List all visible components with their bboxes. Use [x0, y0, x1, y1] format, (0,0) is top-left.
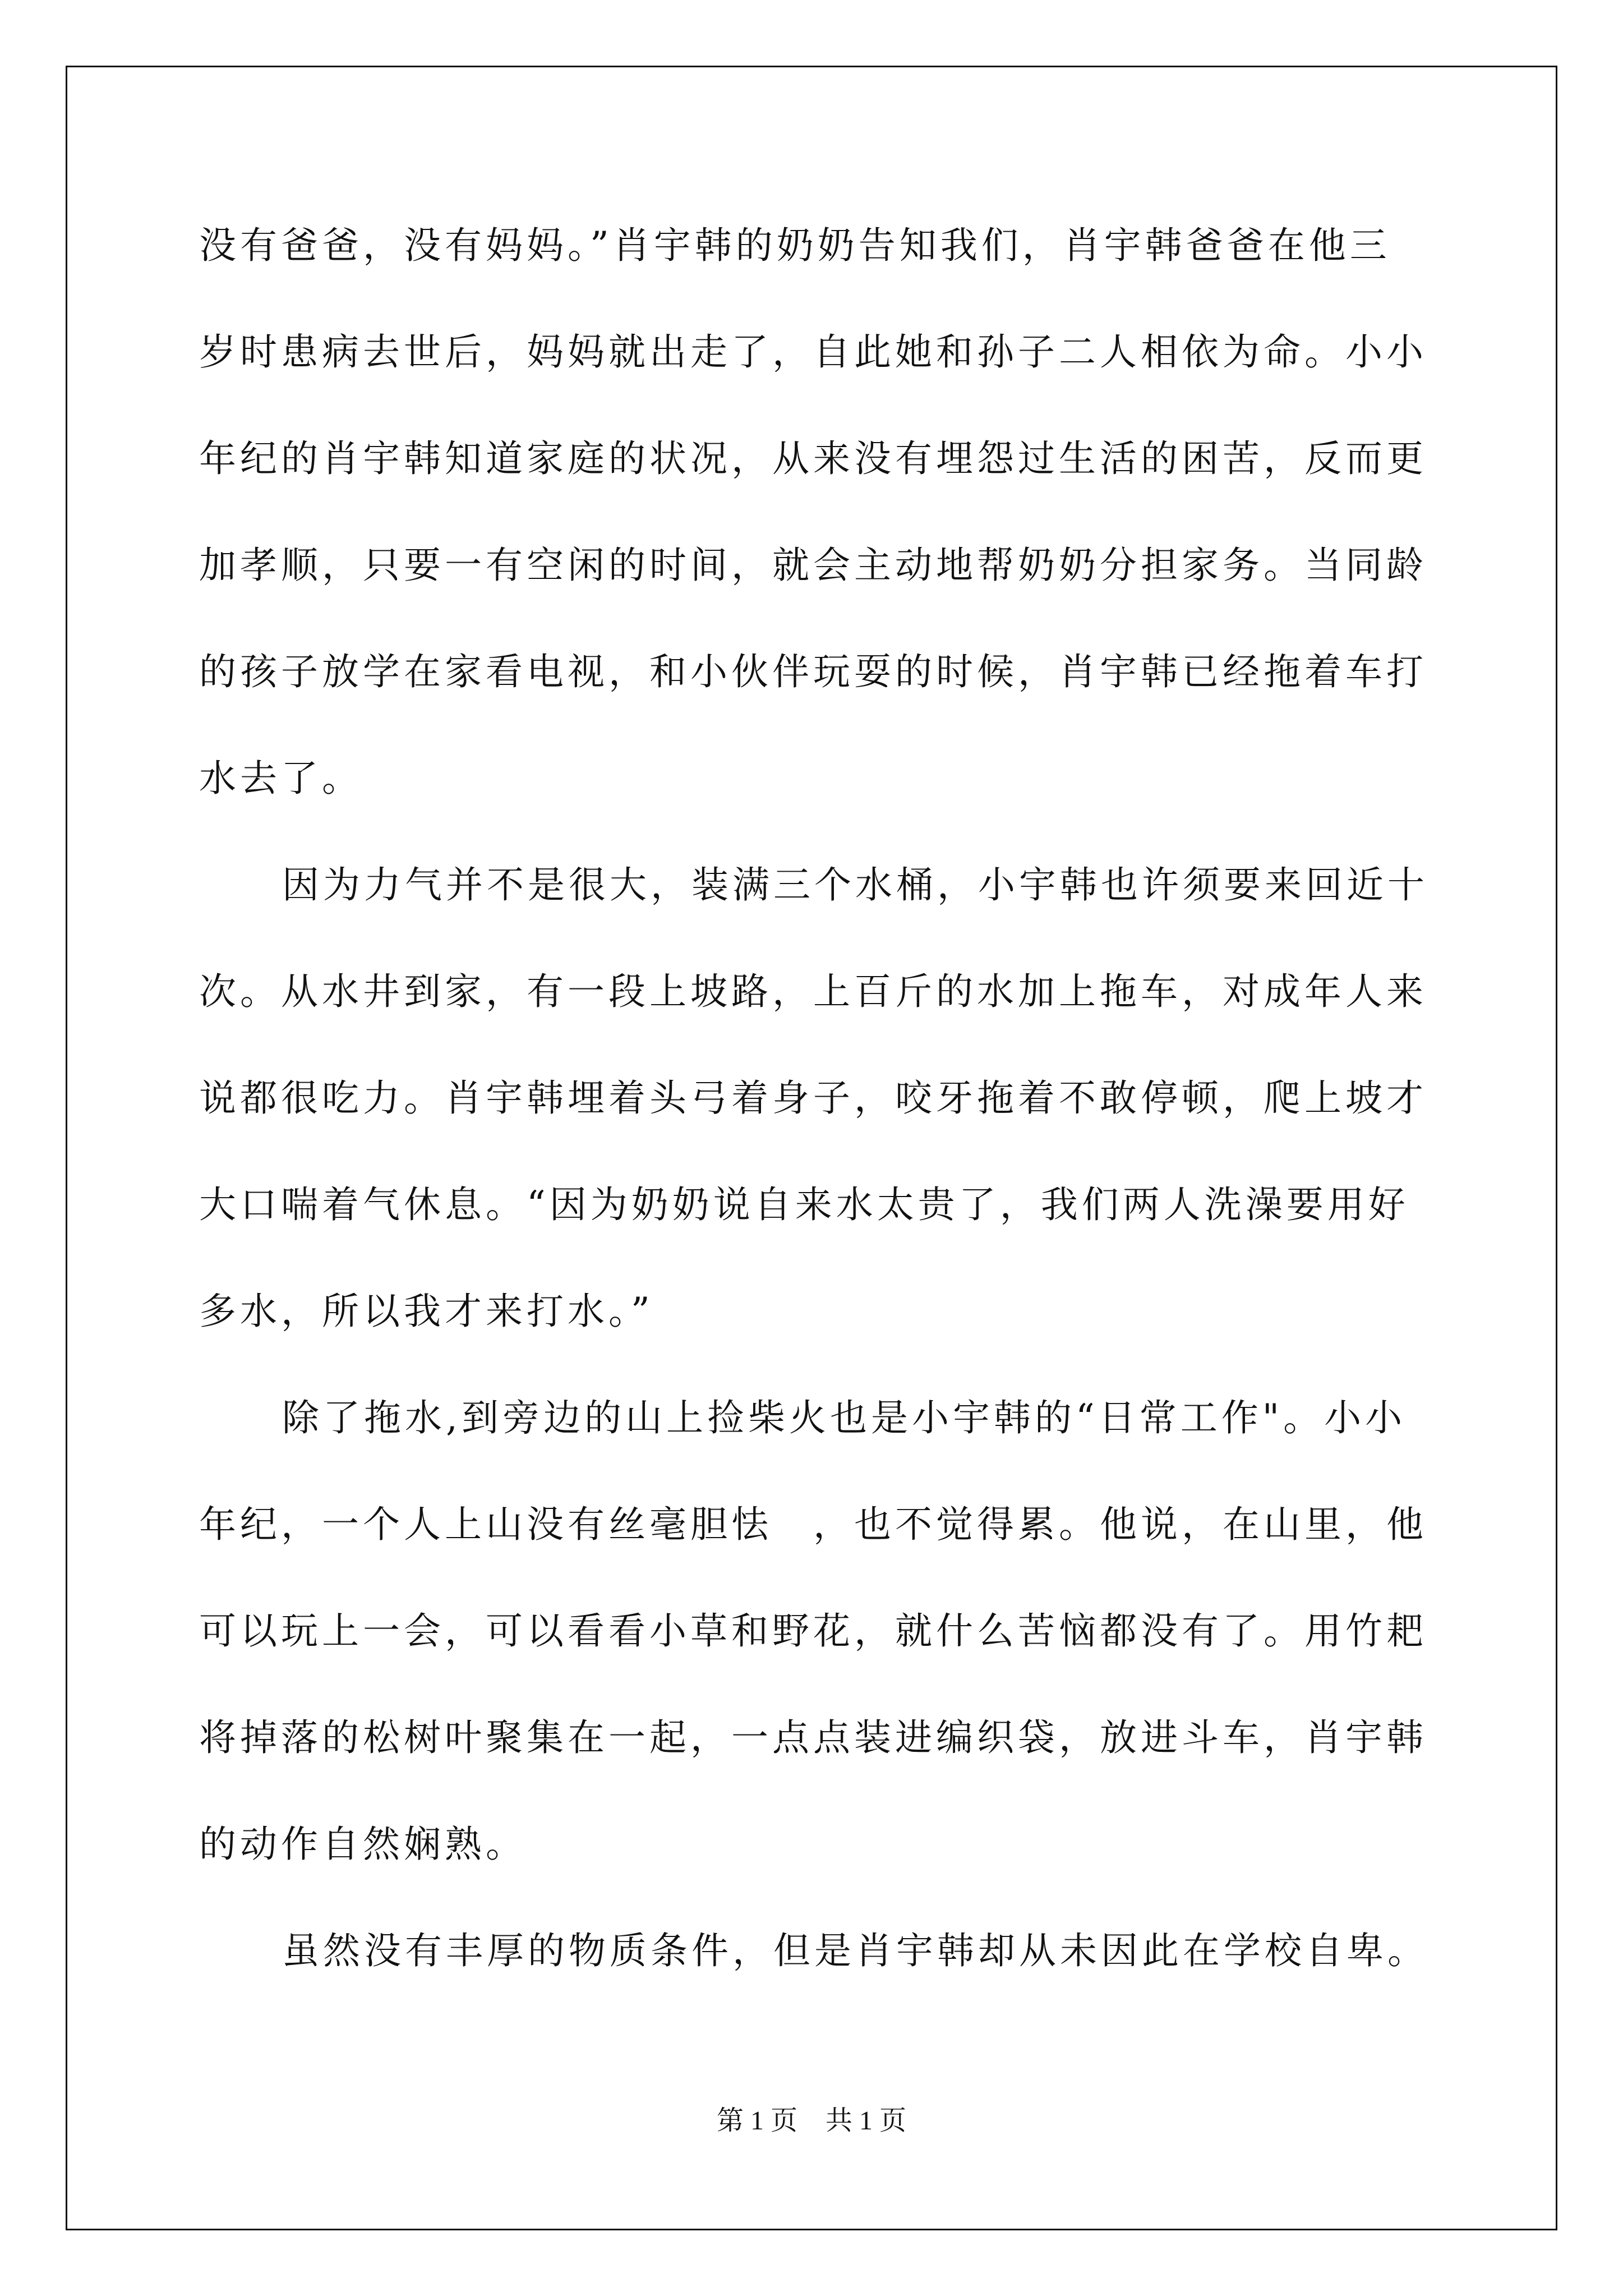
text-line: 的孩子放学在家看电视，和小伙伴玩耍的时候，肖宇韩已经拖着车打	[199, 650, 1427, 693]
text-line: 可以玩上一会，可以看看小草和野花，就什么苦恼都没有了。用竹耙	[199, 1609, 1427, 1653]
text-line: 大口喘着气休息。“因为奶奶说自来水太贵了，我们两人洗澡要用好	[199, 1183, 1409, 1226]
text-line: 说都很吃力。肖宇韩埋着头弓着身子，咬牙拖着不敢停顿，爬上坡才	[199, 1076, 1427, 1120]
paragraph-first-line: 因为力气并不是很大，装满三个水桶，小宇韩也许须要来回近十	[282, 863, 1428, 907]
paragraph-first-line: 虽然没有丰厚的物质条件，但是肖宇韩却从未因此在学校自卑。	[282, 1929, 1428, 1972]
page-total: 共 1 页	[826, 2106, 907, 2136]
text-line: 次。从水井到家，有一段上坡路，上百斤的水加上拖车，对成年人来	[199, 970, 1427, 1013]
text-line: 将掉落的松树叶聚集在一起，一点点装进编织袋，放进斗车，肖宇韩	[199, 1716, 1427, 1759]
text-line: 没有爸爸，没有妈妈。”肖宇韩的奶奶告知我们，肖宇韩爸爸在他三	[199, 224, 1391, 267]
text-line: 的动作自然娴熟。	[199, 1823, 527, 1866]
text-line: 水去了。	[199, 757, 363, 800]
page-number: 第 1 页	[716, 2106, 797, 2136]
text-line: 加孝顺，只要一有空闲的时间，就会主动地帮奶奶分担家务。当同龄	[199, 544, 1427, 587]
page-footer	[0, 2099, 1623, 2137]
text-line: 年纪的肖宇韩知道家庭的状况，从来没有埋怨过生活的困苦，反而更	[199, 437, 1427, 480]
paragraph-first-line: 除了拖水,到旁边的山上捡柴火也是小宇韩的“日常工作"。小小	[282, 1396, 1407, 1439]
text-line: 多水，所以我才来打水。”	[199, 1290, 654, 1333]
document-body	[199, 213, 1433, 2025]
text-line: 岁时患病去世后，妈妈就出走了，自此她和孙子二人相依为命。小小	[199, 330, 1427, 374]
text-line: 年纪，一个人上山没有丝毫胆怯 ，也不觉得累。他说，在山里，他	[199, 1503, 1427, 1546]
